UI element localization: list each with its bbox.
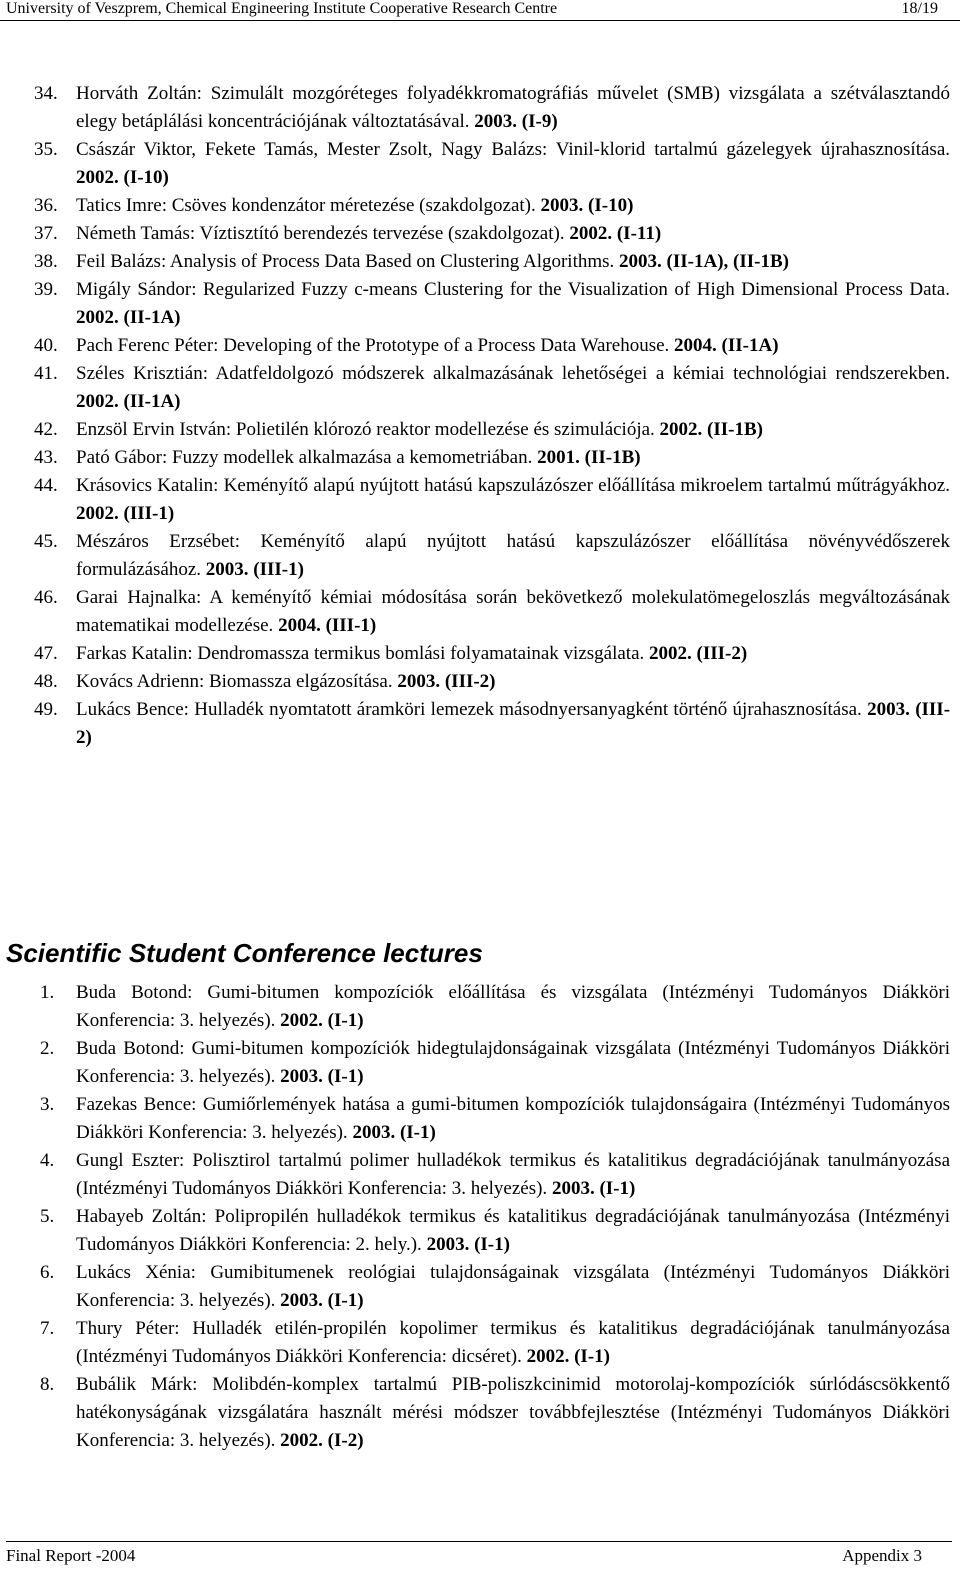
item-text: Mészáros Erzsébet: Keményítő alapú nyújtott hatású kapszulázószer előállítása növényvédőszerek formulázásához. <box>76 531 950 580</box>
list-item <box>32 668 950 696</box>
item-year: 2003. <box>540 195 584 216</box>
item-number: 44. <box>34 475 58 496</box>
page-number: 18/19 <box>901 0 938 17</box>
item-year: 2003. <box>352 1122 396 1143</box>
item-number: 7. <box>40 1318 55 1339</box>
item-code: (III-2) <box>696 643 748 664</box>
item-number: 49. <box>34 699 58 720</box>
list-item <box>32 444 950 472</box>
list-item <box>38 1091 950 1147</box>
item-number: 6. <box>40 1262 55 1283</box>
item-year: 2002. <box>569 223 613 244</box>
item-text: Farkas Katalin: Dendromassza termikus bomlási folyamatainak vizsgálata. <box>76 643 645 664</box>
list-item <box>38 1203 950 1259</box>
item-year: 2002. <box>76 167 119 188</box>
header-institution: University of Veszprem, Chemical Engineering Institute Cooperative Research Centre <box>6 0 558 17</box>
list-item <box>32 220 950 248</box>
item-code: (II-1A) <box>123 307 181 328</box>
item-year: 2003. <box>280 1290 323 1311</box>
list-item <box>32 248 950 276</box>
item-text: Horváth Zoltán: Szimulált mozgóréteges folyadékkromatográfiás művelet (SMB) vizsgálata a szétválasztandó elegy betáplálási koncentrációjának változtatásával. <box>76 83 950 132</box>
item-number: 41. <box>34 363 58 384</box>
item-year: 2003. <box>551 1178 595 1199</box>
item-text: Buda Botond: Gumi-bitumen kompozíciók hidegtulajdonságainak vizsgálata (Intézményi Tudományos Diákköri Konferencia: 3. helyezés). <box>76 1038 950 1087</box>
item-text: Tatics Imre: Csöves kondenzátor méretezése (szakdolgozat). <box>76 195 536 216</box>
item-year: 2003. <box>426 1234 470 1255</box>
item-number: 4. <box>40 1150 55 1171</box>
item-code: (I-1) <box>599 1178 636 1199</box>
list-item <box>38 979 950 1035</box>
item-text: Kovács Adrienn: Biomassza elgázosítása. <box>76 671 393 692</box>
item-year: 2002. <box>649 643 692 664</box>
item-number: 2. <box>40 1038 55 1059</box>
list-item <box>32 640 950 668</box>
list-item <box>32 416 950 444</box>
item-year: 2001. <box>537 447 580 468</box>
lectures-list <box>38 979 950 1455</box>
item-text: Feil Balázs: Analysis of Process Data Based on Clustering Algorithms. <box>76 251 615 272</box>
list-item <box>32 528 950 584</box>
item-code: (I-2) <box>327 1430 364 1451</box>
item-text: Thury Péter: Hulladék etilén-propilén kopolimer termikus és katalitikus degradációjának tanulmányozása (Intézményi Tudományos Diákköri Konferencia: dicséret). <box>76 1318 950 1367</box>
footer-rule <box>6 1541 952 1542</box>
item-number: 34. <box>34 83 58 104</box>
item-year: 2002. <box>659 419 703 440</box>
section-title: Scientific Student Conference lectures <box>6 938 483 968</box>
item-number: 8. <box>40 1374 55 1395</box>
footer-appendix: Appendix 3 <box>842 1546 922 1565</box>
item-year: 2003. <box>474 111 518 132</box>
item-number: 3. <box>40 1094 55 1115</box>
item-text: Krásovics Katalin: Keményítő alapú nyújtott hatású kapszulázószer előállítása mikroelem tartalmú műtrágyákhoz. <box>76 475 950 496</box>
item-number: 37. <box>34 223 58 244</box>
item-text: Pató Gábor: Fuzzy modellek alkalmazása a kemometriában. <box>76 447 533 468</box>
list-item <box>38 1147 950 1203</box>
item-code: (II-1B) <box>707 419 763 440</box>
list-item <box>38 1035 950 1091</box>
item-year: 2003. <box>397 671 441 692</box>
list-item <box>32 192 950 220</box>
list-item <box>32 332 950 360</box>
item-code: (I-9) <box>521 111 558 132</box>
item-code: (I-1) <box>327 1290 364 1311</box>
item-number: 40. <box>34 335 58 356</box>
list-item <box>32 360 950 416</box>
item-code: (III-1) <box>325 615 377 636</box>
item-code: (III-2) <box>76 699 951 748</box>
theses-list <box>32 80 950 752</box>
item-code: (I-1) <box>574 1346 610 1367</box>
header-rule <box>0 20 960 21</box>
item-text: Széles Krisztián: Adatfeldolgozó módszerek alkalmazásának lehetőségei a kémiai technológiai rendszerekben. <box>76 363 950 384</box>
item-text: Lukács Bence: Hulladék nyomtatott áramköri lemezek másodnyersanyagként történő újrahasznosítása. <box>76 699 862 720</box>
item-text: Bubálik Márk: Molibdén-komplex tartalmú PIB-poliszkcinimid motorolaj-kompozíciók súrlódáscsökkentő hatékonyságának vizsgálatára használt mérési módszer továbbfejlesztése (Intézményi Tudományos Diákköri Konferencia: 3. helyezés). <box>76 1374 950 1451</box>
item-number: 5. <box>40 1206 55 1227</box>
item-code: (I-1) <box>327 1066 364 1087</box>
item-code: (I-10) <box>588 195 634 216</box>
item-year: 2003. <box>619 251 662 272</box>
list-item <box>38 1371 950 1455</box>
list-item <box>32 80 950 136</box>
item-code: (III-2) <box>444 671 496 692</box>
item-text: Buda Botond: Gumi-bitumen kompozíciók előállítása és vizsgálata (Intézményi Tudományos Diákköri Konferencia: 3. helyezés). <box>76 982 950 1031</box>
item-number: 48. <box>34 671 58 692</box>
item-number: 35. <box>34 139 58 160</box>
list-item <box>32 696 950 752</box>
item-code: (II-1A) <box>721 335 779 356</box>
item-text: Németh Tamás: Víztisztító berendezés tervezése (szakdolgozat). <box>76 223 565 244</box>
item-year: 2002. <box>76 307 119 328</box>
item-number: 1. <box>40 982 55 1003</box>
page-header <box>6 0 938 22</box>
item-code: (I-1) <box>399 1122 436 1143</box>
item-year: 2002. <box>76 503 119 524</box>
item-code: (I-10) <box>123 167 169 188</box>
item-year: 2002. <box>280 1010 323 1031</box>
list-item <box>38 1259 950 1315</box>
item-code: (I-11) <box>616 223 662 244</box>
item-number: 38. <box>34 251 58 272</box>
item-text: Lukács Xénia: Gumibitumenek reológiai tulajdonságainak vizsgálata (Intézményi Tudományos Diákköri Konferencia: 3. helyezés). <box>76 1262 950 1311</box>
list-item <box>32 136 950 192</box>
item-number: 47. <box>34 643 58 664</box>
item-text: Császár Viktor, Fekete Tamás, Mester Zsolt, Nagy Balázs: Vinil-klorid tartalmú gázelegyek újrahasznosítása. <box>76 139 950 160</box>
item-text: Migály Sándor: Regularized Fuzzy c-means Clustering for the Visualization of High Dimensional Process Data. <box>76 279 950 300</box>
item-number: 45. <box>34 531 58 552</box>
item-year: 2003. <box>867 699 910 720</box>
item-code: (I-1) <box>474 1234 510 1255</box>
item-code: (III-1) <box>253 559 304 580</box>
item-number: 36. <box>34 195 58 216</box>
item-year: 2003. <box>280 1066 323 1087</box>
item-number: 46. <box>34 587 58 608</box>
item-year: 2002. <box>280 1430 323 1451</box>
item-text: Pach Ferenc Péter: Developing of the Prototype of a Process Data Warehouse. <box>76 335 670 356</box>
item-number: 39. <box>34 279 58 300</box>
list-item <box>32 276 950 332</box>
item-code: (I-1) <box>327 1010 364 1031</box>
item-number: 42. <box>34 419 58 440</box>
item-text: Garai Hajnalka: A keményítő kémiai módosítása során bekövetkező molekulatömegeloszlás megváltozásának matematikai modellezése. <box>76 587 950 636</box>
item-year: 2004. <box>674 335 717 356</box>
list-item <box>32 584 950 640</box>
item-year: 2002. <box>526 1346 570 1367</box>
item-text: Enzsöl Ervin István: Polietilén klórozó reaktor modellezése és szimulációja. <box>76 419 655 440</box>
list-item <box>32 472 950 528</box>
item-year: 2004. <box>278 615 321 636</box>
item-text: Gungl Eszter: Polisztirol tartalmú polimer hulladékok termikus és katalitikus degradációjának tanulmányozása (Intézményi Tudományos Diákköri Konferencia: 3. helyezés). <box>76 1150 950 1199</box>
item-code: (II-1B) <box>584 447 641 468</box>
footer-report-title: Final Report -2004 <box>6 1546 136 1565</box>
item-code: (II-1A) <box>123 391 181 412</box>
item-code: (II-1A), (II-1B) <box>666 251 789 272</box>
item-code: (III-1) <box>123 503 175 524</box>
list-item <box>38 1315 950 1371</box>
page-footer <box>6 1545 922 1571</box>
item-year: 2002. <box>76 391 119 412</box>
item-number: 43. <box>34 447 58 468</box>
item-year: 2003. <box>205 559 249 580</box>
item-text: Fazekas Bence: Gumiőrlemények hatása a gumi-bitumen kompozíciók tulajdonságaira (Intézményi Tudományos Diákköri Konferencia: 3. helyezés). <box>76 1094 950 1143</box>
item-text: Habayeb Zoltán: Polipropilén hulladékok termikus és katalitikus degradációjának tanulmányozása (Intézményi Tudományos Diákköri Konferencia: 2. hely.). <box>76 1206 950 1255</box>
